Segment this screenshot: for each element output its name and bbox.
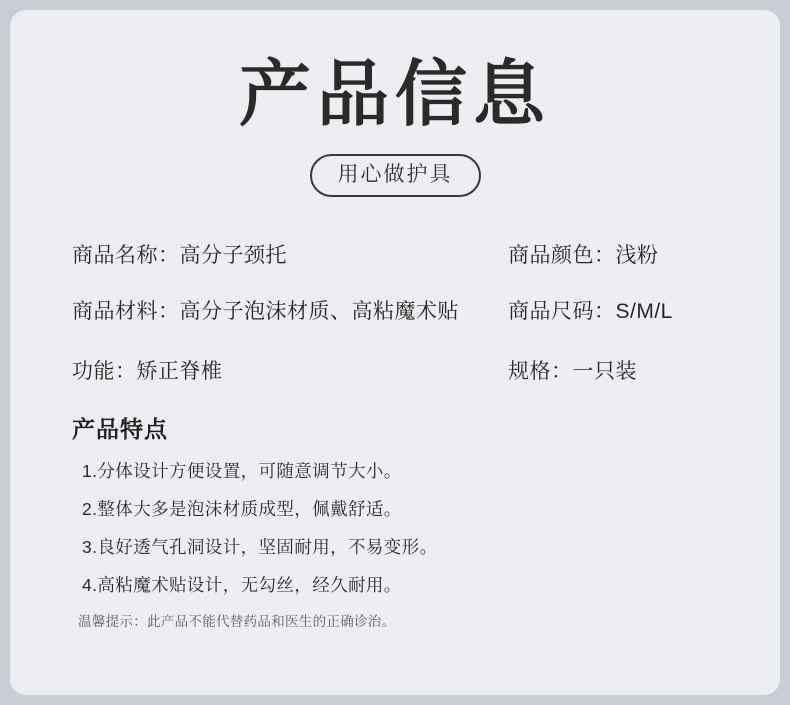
spec-label: 商品尺码： <box>508 299 616 323</box>
spec-product-size <box>508 295 718 325</box>
page-title: 产品信息 <box>238 55 551 135</box>
spec-product-color <box>508 239 718 269</box>
spec-row <box>72 239 718 269</box>
spec-function <box>72 355 223 385</box>
subtitle-wrap <box>10 154 780 197</box>
spec-row <box>72 295 718 325</box>
spec-value: 浅粉 <box>615 243 659 267</box>
spec-value: 高分子颈托 <box>179 243 287 267</box>
spec-row <box>72 355 718 385</box>
warm-tip-note: 温馨提示：此产品不能代替药品和医生的正确诊治。 <box>78 613 396 629</box>
info-card <box>10 10 780 695</box>
spec-value: 一只装 <box>572 359 637 383</box>
feature-item: 1.分体设计方便设置，可随意调节大小。 <box>82 460 402 481</box>
spec-value: 矫正脊椎 <box>136 359 223 383</box>
spec-label: 商品颜色： <box>508 243 616 267</box>
subtitle-badge: 用心做护具 <box>310 154 481 197</box>
spec-product-material <box>72 295 459 325</box>
features-section <box>10 411 780 630</box>
spec-value: S/M/L <box>615 299 673 323</box>
spec-value: 高分子泡沫材质、高粘魔术贴 <box>179 299 459 323</box>
spec-label: 商品材料： <box>72 299 180 323</box>
features-heading: 产品特点 <box>72 415 168 442</box>
spec-package <box>508 355 718 385</box>
spec-label: 商品名称： <box>72 243 180 267</box>
spec-label: 功能： <box>72 359 137 383</box>
spec-label: 规格： <box>508 359 573 383</box>
spec-list <box>10 239 780 385</box>
feature-item: 2.整体大多是泡沫材质成型，佩戴舒适。 <box>82 498 402 519</box>
title-block <box>10 55 780 197</box>
feature-item: 3.良好透气孔洞设计，坚固耐用，不易变形。 <box>82 536 438 557</box>
feature-item: 4.高粘魔术贴设计，无勾丝，经久耐用。 <box>82 574 402 595</box>
spec-product-name <box>72 239 287 269</box>
